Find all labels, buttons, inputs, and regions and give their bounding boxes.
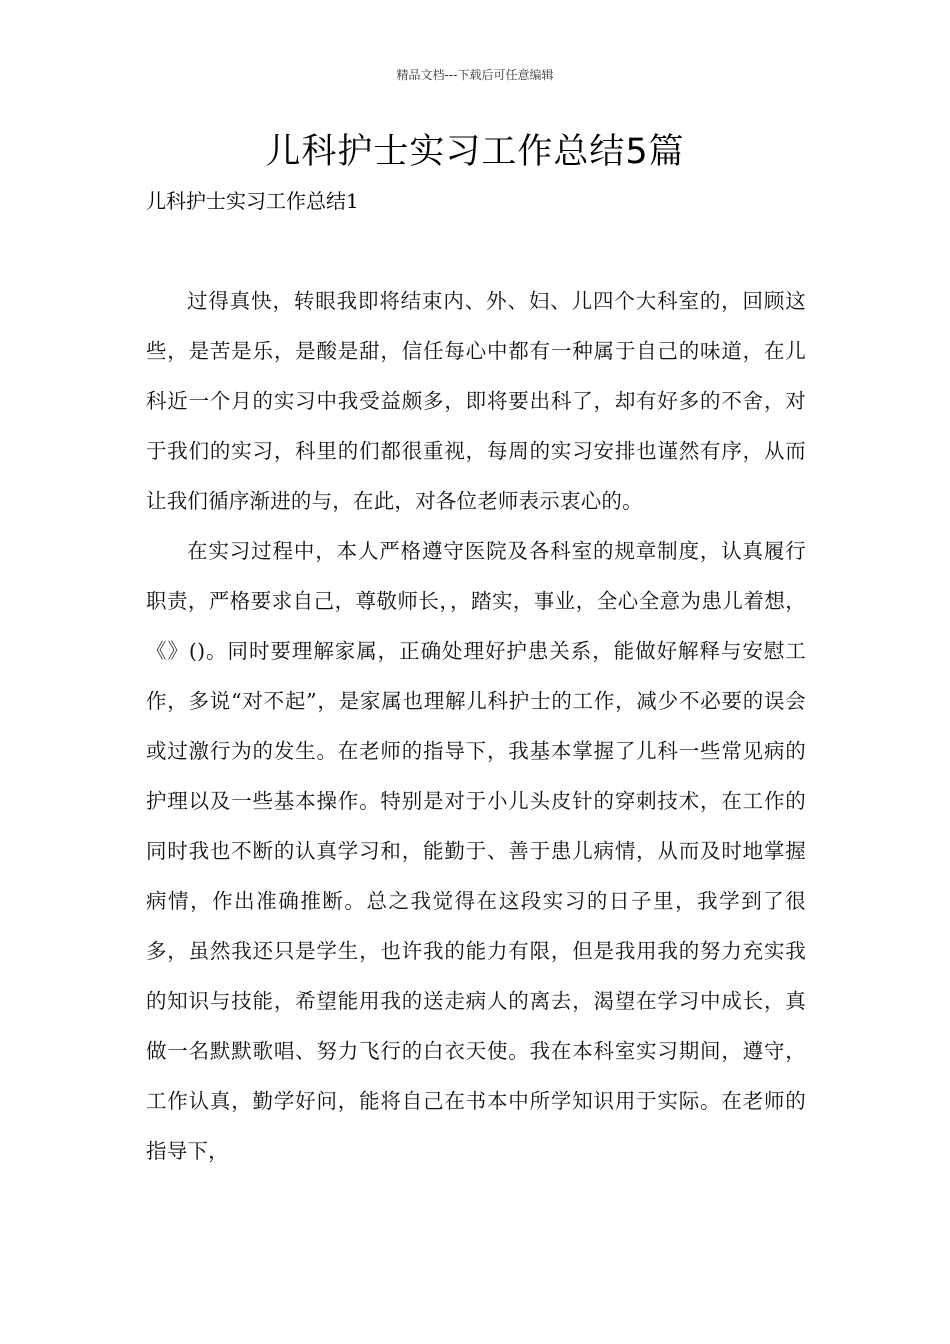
paragraph-1: 过得真快，转眼我即将结束内、外、妇、儿四个大科室的，回顾这些，是苦是乐，是酸是甜，信任每心中都有一种属于自己的味道，在儿科近一个月的实习中我受益颇多，即将要出科了，却有好多的不舍，对于我们的实习，科里的们都很重视，每周的实习安排也谨然有序，从而让我们循序渐进的与，在此，对各位老师表示衷心的。 xyxy=(146,289,806,513)
section-heading: 儿科护士实习工作总结1 xyxy=(146,189,359,213)
document-title: 儿科护士实习工作总结5篇 xyxy=(265,132,685,172)
header-note: 精品文档---下载后可任意编辑 xyxy=(396,68,554,82)
paragraph-2: 在实习过程中，本人严格遵守医院及各科室的规章制度，认真履行职责，严格要求自己，尊敬师长，，踏实，事业，全心全意为患儿着想，《》()。同时要理解家属，正确处理好护患关系，能做好解释与安慰工作，多说“对不起”，是家属也理解儿科护士的工作，减少不必要的误会或过激行为的发生。在老师的指导下，我基本掌握了儿科一些常见病的护理以及一些基本操作。特别是对于小儿头皮针的穿刺技术，在工作的同时我也不断的认真学习和，能勤于、善于患儿病情，从而及时地掌握病情，作出准确推断。总之我觉得在这段实习的日子里，我学到了很多，虽然我还只是学生，也许我的能力有限，但是我用我的努力充实我的知识与技能，希望能用我的送走病人的离去，渴望在学习中成长，真做一名默默歌唱、努力飞行的白衣天使。我在本科室实习期间，遵守，工作认真，勤学好问，能将自己在书本中所学知识用于实际。在老师的指导下， xyxy=(146,539,806,1163)
body-text xyxy=(146,276,806,1176)
